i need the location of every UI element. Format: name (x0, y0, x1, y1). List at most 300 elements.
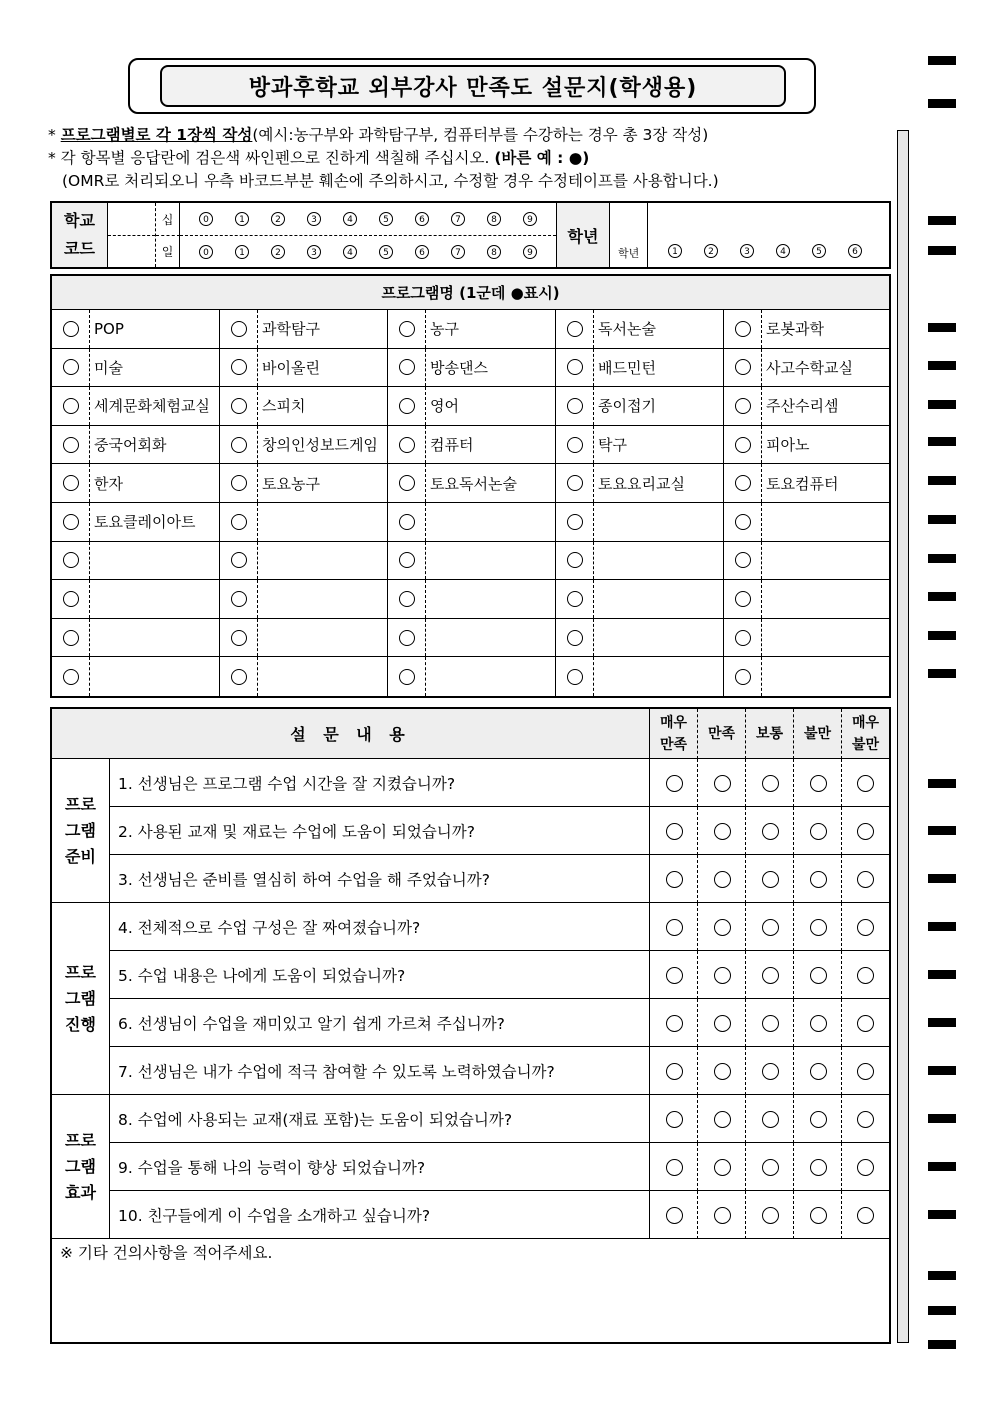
answer-bubble[interactable] (762, 1015, 779, 1032)
category-line: 효과 (65, 1182, 96, 1202)
answer-bubble[interactable] (762, 919, 779, 936)
program-bubble[interactable] (567, 321, 583, 337)
program-bubble-cell (556, 464, 594, 502)
program-bubble-cell (556, 387, 594, 425)
program-bubble-cell (388, 619, 426, 657)
answer-cell (794, 855, 842, 903)
answer-cell (842, 1095, 889, 1143)
program-option[interactable] (52, 387, 220, 426)
grade-bubble[interactable]: 1 (668, 244, 682, 258)
answer-cell (746, 855, 794, 903)
program-option[interactable] (220, 387, 388, 426)
answer-cell (794, 951, 842, 999)
instruction-line-2: * 각 항목별 응답란에 검은색 싸인펜으로 진하게 색칠해 주십시오. (바른 예 : ●) (48, 149, 590, 167)
tens-digit-bubble[interactable]: 1 (235, 212, 249, 226)
scale-header (698, 709, 746, 759)
program-bubble[interactable] (399, 398, 415, 414)
answer-cell (698, 855, 746, 903)
answer-bubble[interactable] (857, 1111, 874, 1128)
program-option[interactable] (52, 657, 220, 696)
category-line: 프로 (65, 1130, 96, 1150)
answer-bubble[interactable] (666, 871, 683, 888)
program-bubble[interactable] (567, 552, 583, 568)
answer-cell (794, 903, 842, 951)
scale-header (746, 709, 794, 759)
timing-mark (928, 216, 956, 225)
program-bubble[interactable] (63, 630, 79, 646)
program-bubble[interactable] (231, 475, 247, 491)
grade-label: 학년 (556, 203, 610, 267)
code-write-box[interactable] (108, 203, 156, 267)
scale-label-1: 매우 (851, 714, 880, 731)
grade-bubble[interactable]: 4 (776, 244, 790, 258)
answer-cell (698, 951, 746, 999)
answer-bubble[interactable] (714, 919, 731, 936)
category-line: 그램 (65, 820, 96, 840)
program-option[interactable] (724, 657, 889, 696)
program-bubble[interactable] (231, 321, 247, 337)
program-bubble[interactable] (63, 321, 79, 337)
answer-bubble[interactable] (810, 1159, 827, 1176)
program-option[interactable] (556, 387, 724, 426)
answer-bubble[interactable] (666, 967, 683, 984)
program-option[interactable] (52, 503, 220, 542)
program-bubble-cell (724, 619, 762, 657)
program-bubble[interactable] (231, 630, 247, 646)
program-bubble[interactable] (399, 475, 415, 491)
ones-digit-bubble[interactable]: 7 (451, 245, 465, 259)
program-option[interactable] (724, 580, 889, 619)
program-option[interactable] (556, 464, 724, 503)
program-bubble[interactable] (231, 359, 247, 375)
program-option[interactable] (220, 542, 388, 581)
answer-bubble[interactable] (666, 775, 683, 792)
program-option[interactable] (52, 464, 220, 503)
program-option[interactable] (724, 387, 889, 426)
answer-bubble[interactable] (666, 1111, 683, 1128)
scale-label-1: 보통 (755, 725, 784, 742)
ones-digit-bubble[interactable]: 9 (523, 245, 537, 259)
program-bubble[interactable] (63, 552, 79, 568)
program-bubble[interactable] (399, 630, 415, 646)
answer-bubble[interactable] (714, 823, 731, 840)
program-bubble[interactable] (231, 552, 247, 568)
category-line: 그램 (65, 988, 96, 1008)
program-bubble-cell (220, 349, 258, 387)
survey-question: 2. 사용된 교재 및 재료는 수업에 도움이 되었습니까? (110, 807, 650, 855)
program-option[interactable] (220, 503, 388, 542)
program-option[interactable] (724, 503, 889, 542)
timing-mark (928, 592, 956, 601)
category-line: 프로 (65, 794, 96, 814)
timing-mark (928, 1340, 956, 1349)
program-bubble[interactable] (567, 475, 583, 491)
program-bubble-cell (556, 657, 594, 696)
answer-bubble[interactable] (666, 1207, 683, 1224)
timing-mark (928, 554, 956, 563)
program-option[interactable] (388, 503, 556, 542)
program-option[interactable] (220, 464, 388, 503)
program-table-header: 프로그램명 (1군데 ●표시) (52, 276, 889, 310)
program-bubble[interactable] (399, 552, 415, 568)
answer-bubble[interactable] (714, 1159, 731, 1176)
program-bubble-cell (388, 657, 426, 696)
program-name: POP (94, 319, 124, 338)
program-option[interactable] (388, 580, 556, 619)
answer-cell (842, 999, 889, 1047)
answer-bubble[interactable] (666, 1015, 683, 1032)
program-bubble[interactable] (735, 591, 751, 607)
answer-bubble[interactable] (857, 1159, 874, 1176)
comment-label: ※ 기타 건의사항을 적어주세요. (60, 1244, 273, 1262)
answer-bubble[interactable] (714, 1015, 731, 1032)
program-option[interactable] (52, 580, 220, 619)
answer-cell (650, 1143, 698, 1191)
comment-box[interactable] (52, 1239, 889, 1342)
instruction-line-1: * 프로그램별로 각 1장씩 작성(예시:농구부와 과학탐구부, 컴퓨터부를 수강하는 경우 총 3장 작성) (48, 126, 709, 144)
program-option[interactable] (388, 349, 556, 388)
answer-bubble[interactable] (762, 775, 779, 792)
program-bubble[interactable] (399, 514, 415, 530)
program-bubble[interactable] (231, 514, 247, 530)
program-bubble-cell (220, 619, 258, 657)
program-option[interactable] (724, 464, 889, 503)
answer-bubble[interactable] (762, 1063, 779, 1080)
program-option[interactable] (52, 310, 220, 349)
program-option[interactable] (556, 310, 724, 349)
answer-cell (698, 903, 746, 951)
answer-bubble[interactable] (857, 1015, 874, 1032)
program-bubble-cell (52, 349, 90, 387)
program-option[interactable] (388, 310, 556, 349)
tens-digit-bubble[interactable]: 7 (451, 212, 465, 226)
answer-cell (794, 1047, 842, 1095)
answer-bubble[interactable] (810, 1015, 827, 1032)
program-option[interactable] (388, 619, 556, 658)
answer-cell (746, 951, 794, 999)
survey-question: 5. 수업 내용은 나에게 도움이 되었습니까? (110, 951, 650, 999)
ones-digit-row (180, 235, 556, 267)
program-name: 사고수학교실 (766, 358, 853, 377)
answer-bubble[interactable] (810, 967, 827, 984)
survey-header: 설 문 내 용 (52, 709, 650, 759)
program-bubble[interactable] (399, 321, 415, 337)
program-bubble-cell (724, 657, 762, 696)
answer-cell (650, 855, 698, 903)
tens-digit-row (180, 203, 556, 235)
program-bubble-cell (556, 310, 594, 348)
program-option[interactable] (724, 310, 889, 349)
program-bubble[interactable] (567, 630, 583, 646)
answer-bubble[interactable] (762, 871, 779, 888)
answer-cell (650, 999, 698, 1047)
answer-cell (842, 1143, 889, 1191)
scale-header (650, 709, 698, 759)
timing-mark (928, 1210, 956, 1219)
program-option[interactable] (52, 349, 220, 388)
program-bubble[interactable] (735, 398, 751, 414)
answer-cell (746, 999, 794, 1047)
program-bubble-cell (724, 503, 762, 541)
program-option[interactable] (556, 580, 724, 619)
answer-bubble[interactable] (857, 1063, 874, 1080)
timing-mark (928, 1066, 956, 1075)
tens-digit-bubble[interactable]: 0 (199, 212, 213, 226)
program-option[interactable] (556, 657, 724, 696)
timing-mark (928, 246, 956, 255)
timing-mark (928, 1162, 956, 1171)
program-bubble[interactable] (567, 359, 583, 375)
program-bubble[interactable] (567, 514, 583, 530)
program-bubble[interactable] (63, 591, 79, 607)
program-name: 농구 (430, 320, 459, 339)
program-bubble-cell (556, 349, 594, 387)
program-name: 미술 (94, 358, 123, 377)
timing-mark (928, 1018, 956, 1027)
program-bubble[interactable] (399, 669, 415, 685)
answer-cell (650, 1095, 698, 1143)
tens-digit-bubble[interactable]: 4 (343, 212, 357, 226)
survey-table (50, 707, 891, 1344)
answer-bubble[interactable] (762, 823, 779, 840)
tens-digit-bubble[interactable]: 3 (307, 212, 321, 226)
grade-bubble[interactable]: 6 (848, 244, 862, 258)
program-option[interactable] (556, 619, 724, 658)
answer-cell (842, 951, 889, 999)
program-option[interactable] (52, 619, 220, 658)
answer-bubble[interactable] (857, 919, 874, 936)
program-option[interactable] (52, 542, 220, 581)
answer-bubble[interactable] (762, 967, 779, 984)
program-bubble-cell (388, 310, 426, 348)
title-frame (128, 58, 816, 114)
program-bubble[interactable] (231, 398, 247, 414)
tens-digit-bubble[interactable]: 5 (379, 212, 393, 226)
program-bubble[interactable] (735, 630, 751, 646)
answer-bubble[interactable] (714, 1111, 731, 1128)
answer-bubble[interactable] (810, 823, 827, 840)
answer-bubble[interactable] (857, 775, 874, 792)
answer-cell (842, 903, 889, 951)
program-bubble-cell (556, 619, 594, 657)
answer-bubble[interactable] (810, 871, 827, 888)
program-name: 과학탐구 (262, 320, 320, 339)
program-bubble-cell (52, 619, 90, 657)
answer-bubble[interactable] (714, 1207, 731, 1224)
program-bubble[interactable] (567, 669, 583, 685)
program-bubble-cell (388, 503, 426, 541)
program-option[interactable] (220, 349, 388, 388)
tens-digit-bubble[interactable]: 6 (415, 212, 429, 226)
answer-cell (842, 855, 889, 903)
answer-bubble[interactable] (810, 1207, 827, 1224)
grade-bubble-row (648, 235, 889, 267)
program-option[interactable] (388, 464, 556, 503)
answer-cell (698, 1143, 746, 1191)
timing-mark (928, 99, 956, 108)
program-option[interactable] (388, 426, 556, 465)
program-option[interactable] (556, 426, 724, 465)
timing-mark (928, 970, 956, 979)
program-option[interactable] (220, 310, 388, 349)
program-bubble[interactable] (567, 398, 583, 414)
answer-bubble[interactable] (810, 919, 827, 936)
survey-category (52, 759, 110, 903)
program-bubble[interactable] (567, 591, 583, 607)
answer-bubble[interactable] (857, 1207, 874, 1224)
program-bubble[interactable] (231, 437, 247, 453)
program-bubble-cell (220, 310, 258, 348)
program-bubble[interactable] (399, 437, 415, 453)
program-bubble[interactable] (231, 591, 247, 607)
tens-digit-bubble[interactable]: 2 (271, 212, 285, 226)
program-option[interactable] (220, 657, 388, 696)
program-bubble-cell (724, 464, 762, 502)
ones-digit-bubble[interactable]: 5 (379, 245, 393, 259)
timing-mark (928, 515, 956, 524)
program-option[interactable] (388, 542, 556, 581)
program-bubble-cell (220, 542, 258, 580)
program-bubble[interactable] (399, 591, 415, 607)
program-option[interactable] (220, 580, 388, 619)
ones-digit-bubble[interactable]: 2 (271, 245, 285, 259)
program-bubble-cell (220, 503, 258, 541)
program-bubble[interactable] (735, 437, 751, 453)
program-bubble[interactable] (735, 552, 751, 568)
program-bubble[interactable] (63, 475, 79, 491)
program-option[interactable] (52, 426, 220, 465)
answer-cell (746, 1143, 794, 1191)
grade-bubble[interactable]: 3 (740, 244, 754, 258)
program-option[interactable] (220, 426, 388, 465)
timing-mark (928, 1306, 956, 1315)
timing-mark (928, 1114, 956, 1123)
timing-mark (928, 669, 956, 678)
grade-bubble[interactable]: 2 (704, 244, 718, 258)
program-option[interactable] (220, 619, 388, 658)
survey-question: 10. 친구들에게 이 수업을 소개하고 싶습니까? (110, 1191, 650, 1239)
timing-mark (928, 361, 956, 370)
answer-bubble[interactable] (762, 1159, 779, 1176)
ones-digit-bubble[interactable]: 6 (415, 245, 429, 259)
timing-mark (928, 922, 956, 931)
instructions (48, 124, 719, 193)
program-bubble-cell (724, 349, 762, 387)
timing-mark (928, 400, 956, 409)
answer-bubble[interactable] (810, 775, 827, 792)
answer-bubble[interactable] (857, 823, 874, 840)
program-option[interactable] (556, 349, 724, 388)
answer-bubble[interactable] (666, 1063, 683, 1080)
survey-question: 7. 선생님은 내가 수업에 적극 참여할 수 있도록 노력하였습니까? (110, 1047, 650, 1095)
survey-question: 6. 선생님이 수업을 재미있고 알기 쉽게 가르쳐 주십니까? (110, 999, 650, 1047)
tens-digit-bubble[interactable]: 8 (487, 212, 501, 226)
survey-question: 9. 수업을 통해 나의 능력이 향상 되었습니까? (110, 1143, 650, 1191)
answer-cell (794, 1191, 842, 1239)
answer-bubble[interactable] (666, 919, 683, 936)
program-table (50, 274, 891, 698)
program-bubble[interactable] (735, 475, 751, 491)
answer-cell (698, 759, 746, 807)
category-line: 프로 (65, 962, 96, 982)
answer-bubble[interactable] (810, 1063, 827, 1080)
grade-bubble[interactable]: 5 (812, 244, 826, 258)
answer-bubble[interactable] (666, 1159, 683, 1176)
program-name: 세계문화체험교실 (94, 397, 210, 416)
program-bubble[interactable] (63, 514, 79, 530)
answer-bubble[interactable] (810, 1111, 827, 1128)
program-option[interactable] (724, 349, 889, 388)
answer-cell (746, 1095, 794, 1143)
answer-bubble[interactable] (714, 1063, 731, 1080)
answer-bubble[interactable] (714, 871, 731, 888)
program-bubble[interactable] (63, 437, 79, 453)
answer-bubble[interactable] (666, 823, 683, 840)
tens-label: 십 (156, 203, 180, 235)
answer-cell (794, 1095, 842, 1143)
ones-digit-bubble[interactable]: 3 (307, 245, 321, 259)
program-bubble[interactable] (231, 669, 247, 685)
program-name: 중국어회화 (94, 436, 167, 455)
program-bubble[interactable] (63, 398, 79, 414)
answer-bubble[interactable] (762, 1111, 779, 1128)
program-bubble-cell (388, 580, 426, 618)
program-option[interactable] (724, 426, 889, 465)
grade-write-box[interactable] (610, 203, 648, 267)
tens-digit-bubble[interactable]: 9 (523, 212, 537, 226)
survey-question: 8. 수업에 사용되는 교재(재료 포함)는 도움이 되었습니까? (110, 1095, 650, 1143)
program-option[interactable] (388, 657, 556, 696)
program-bubble-cell (724, 387, 762, 425)
answer-cell (650, 759, 698, 807)
answer-bubble[interactable] (857, 967, 874, 984)
program-option[interactable] (388, 387, 556, 426)
scale-label-1: 불만 (803, 725, 832, 742)
program-bubble-cell (220, 580, 258, 618)
program-bubble[interactable] (735, 514, 751, 530)
program-bubble[interactable] (567, 437, 583, 453)
program-bubble[interactable] (735, 669, 751, 685)
ones-digit-bubble[interactable]: 0 (199, 245, 213, 259)
program-bubble[interactable] (63, 669, 79, 685)
answer-cell (650, 1047, 698, 1095)
answer-cell (698, 1191, 746, 1239)
program-option[interactable] (724, 542, 889, 581)
answer-bubble[interactable] (762, 1207, 779, 1224)
program-option[interactable] (724, 619, 889, 658)
answer-bubble[interactable] (714, 775, 731, 792)
program-option[interactable] (556, 542, 724, 581)
answer-bubble[interactable] (714, 967, 731, 984)
answer-cell (746, 903, 794, 951)
scale-label-1: 매우 (659, 714, 688, 731)
program-bubble[interactable] (399, 359, 415, 375)
answer-cell (746, 759, 794, 807)
answer-cell (794, 807, 842, 855)
ones-digit-bubble[interactable]: 4 (343, 245, 357, 259)
program-bubble[interactable] (735, 321, 751, 337)
program-option[interactable] (556, 503, 724, 542)
answer-cell (794, 759, 842, 807)
program-bubble[interactable] (735, 359, 751, 375)
program-bubble[interactable] (63, 359, 79, 375)
ones-digit-bubble[interactable]: 8 (487, 245, 501, 259)
survey-question: 4. 전체적으로 수업 구성은 잘 짜여졌습니까? (110, 903, 650, 951)
ones-digit-bubble[interactable]: 1 (235, 245, 249, 259)
timing-mark (928, 779, 956, 788)
scale-header (794, 709, 842, 759)
answer-bubble[interactable] (857, 871, 874, 888)
